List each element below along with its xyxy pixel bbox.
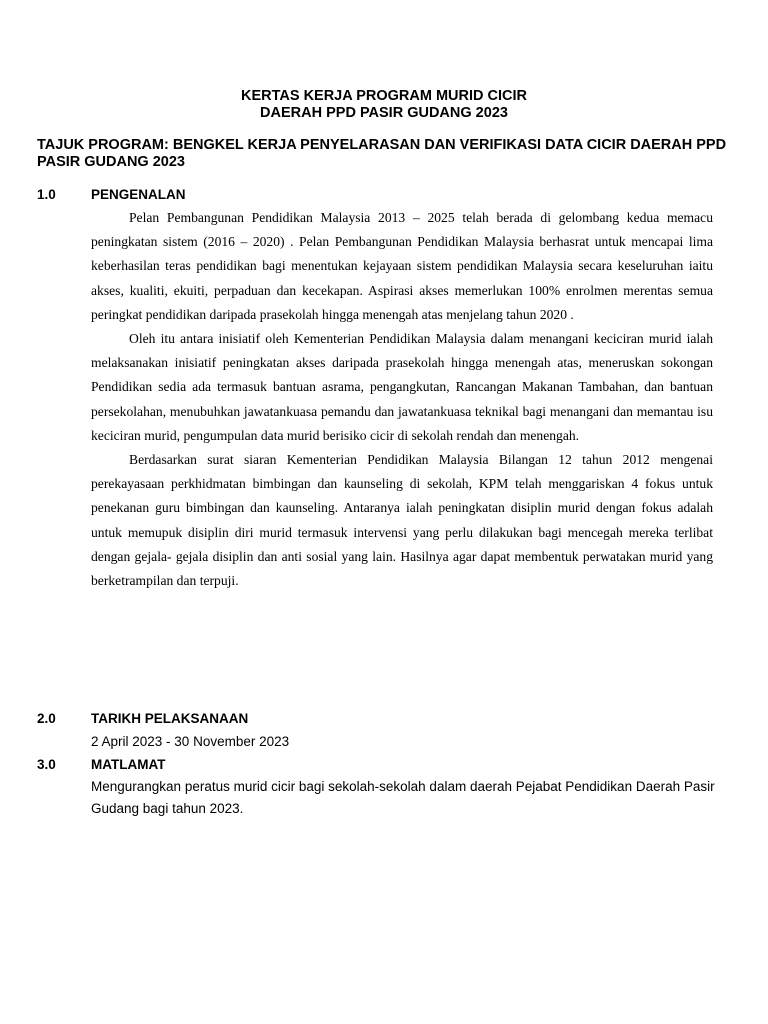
section-3-title: MATLAMAT bbox=[91, 757, 166, 772]
section-1-paragraph-3: Berdasarkan surat siaran Kementerian Pendidikan Malaysia Bilangan 12 tahun 2012 mengenai perekayasaan perkhidmatan bimbingan dan kaunseling di sekolah, KPM telah menggariskan 4 fokus untuk penekanan guru bimbingan dan kaunseling. Antaranya ialah peningkatan disiplin murid dengan fokus adalah untuk memupuk disiplin diri murid termasuk intervensi yang perlu dilakukan bagi mencegah mereka terlibat dengan gejala- gejala disiplin dan anti sosial yang lain. Hasilnya agar dapat membentuk perwatakan murid yang berketrampilan dan terpuji. bbox=[91, 452, 713, 589]
section-3-number: 3.0 bbox=[37, 757, 56, 772]
section-1-paragraph-2: Oleh itu antara inisiatif oleh Kementerian Pendidikan Malaysia dalam menangani keciciran murid ialah melaksanakan inisiatif peningkatan akses daripada prasekolah hingga menengah atas, meneruskan sokongan Pendidikan sedia ada termasuk bantuan asrama, pengangkutan, Rancangan Makanan Tambahan, dan bantuan persekolahan, menubuhkan jawatankuasa pemandu dan jawatankuasa teknikal bagi menangani dan memantau isu keciciran murid, pengumpulan data murid berisiko cicir di sekolah rendah dan menengah. bbox=[91, 331, 713, 443]
section-3-text: Mengurangkan peratus murid cicir bagi sekolah-sekolah dalam daerah Pejabat Pendidikan Daerah Pasir Gudang bagi tahun 2023. bbox=[91, 779, 715, 816]
section-2-number: 2.0 bbox=[37, 711, 56, 726]
section-1-body bbox=[91, 206, 713, 593]
section-1-number: 1.0 bbox=[37, 187, 56, 202]
section-2-title: TARIKH PELAKSANAAN bbox=[91, 711, 249, 726]
section-1-title: PENGENALAN bbox=[91, 187, 186, 202]
document-title-line2: DAERAH PPD PASIR GUDANG 2023 bbox=[260, 105, 508, 121]
program-title: TAJUK PROGRAM: BENGKEL KERJA PENYELARASAN DAN VERIFIKASI DATA CICIR DAERAH PPD PASIR GUDANG 2023 bbox=[37, 137, 727, 170]
section-1-paragraph-1: Pelan Pembangunan Pendidikan Malaysia 2013 – 2025 telah berada di gelombang kedua memacu peningkatan sistem (2016 – 2020) . Pelan Pembangunan Pendidikan Malaysia berhasrat untuk mencapai lima keberhasilan teras pendidikan bagi menentukan kejayaan sistem pendidikan Malaysia secara keseluruhan iaitu akses, kualiti, ekuiti, perpaduan dan kecekapan. Aspirasi akses memerlukan 100% enrolmen merentas semua peringkat pendidikan daripada prasekolah hingga menengah atas menjelang tahun 2020 . bbox=[91, 210, 713, 322]
section-2-text: 2 April 2023 - 30 November 2023 bbox=[91, 734, 290, 749]
document-title-line1: KERTAS KERJA PROGRAM MURID CICIR bbox=[241, 88, 527, 104]
